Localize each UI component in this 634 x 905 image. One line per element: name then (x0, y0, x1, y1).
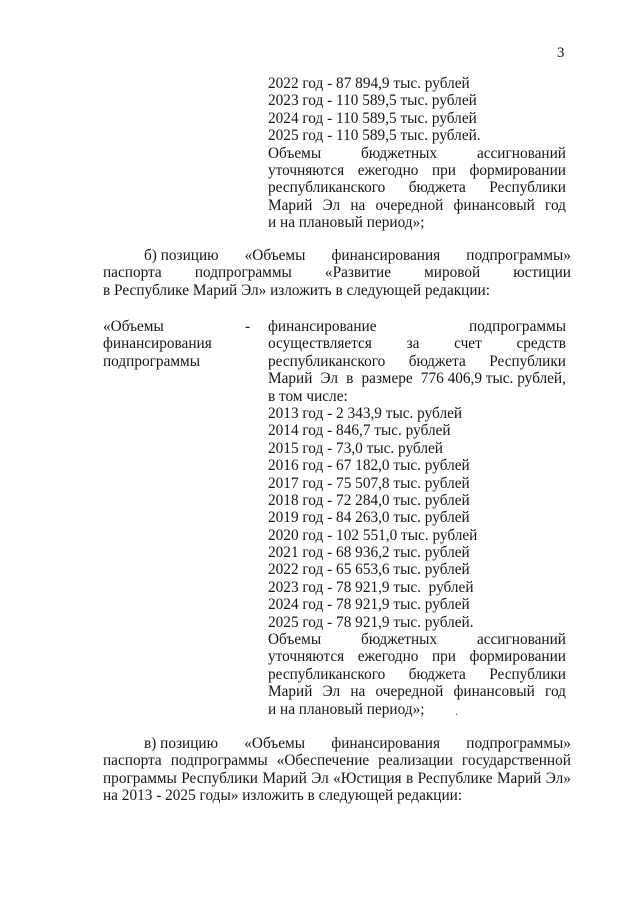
paragraph-line (103, 752, 571, 769)
word: счет (454, 335, 482, 353)
word: бюджета (408, 179, 466, 197)
word: за (406, 335, 420, 353)
word: «Обеспечение (276, 752, 370, 770)
year-line: 2023 год - 110 589,5 тыс. рублей (268, 92, 477, 110)
right-line (268, 335, 566, 352)
word: «Объемы (244, 247, 306, 264)
word: Марий (268, 370, 313, 388)
paragraph-line: в Республике Марий Эл» изложить в следующей редакции: (103, 281, 490, 299)
right-line: в том числе: (268, 387, 348, 405)
word: бюджета (408, 352, 466, 370)
word: паспорта (103, 264, 162, 282)
year-line: 2022 год - 65 653,6 тыс. рублей (268, 561, 470, 579)
note-line (268, 179, 566, 196)
word: паспорта (103, 752, 162, 770)
word: Эл (311, 769, 329, 787)
year-line: 2025 год - 110 589,5 тыс. рублей. (268, 127, 481, 145)
word: на (350, 683, 366, 701)
year-line: 2023 год - 78 921,9 тыс. рублей (268, 578, 474, 596)
word: Республики (489, 665, 566, 683)
note-line (268, 145, 566, 162)
word: Эл» (545, 769, 571, 787)
word: Эл (322, 196, 341, 214)
paragraph-line: на 2013 - 2025 годы» изложить в следующей редакции: (103, 787, 463, 805)
note-line (268, 631, 566, 648)
page-number: 3 (557, 45, 565, 61)
stray-mark: . (455, 704, 458, 718)
word: очередной (375, 683, 444, 701)
note-line (268, 162, 566, 179)
word: год (545, 196, 566, 214)
word: реализации (378, 752, 453, 770)
year-line: 2021 год - 68 936,2 тыс. рублей (268, 544, 470, 562)
year-line: 2014 год - 846,7 тыс. рублей (268, 422, 451, 440)
word: Эл (320, 370, 339, 388)
word: финансирование (268, 318, 377, 335)
note-line (268, 648, 566, 665)
word: республиканского (268, 352, 386, 370)
word: республиканского (268, 179, 386, 197)
word: подпрограммы» (466, 735, 571, 752)
word: 776 406,9 тыс. рублей, (420, 370, 566, 388)
table-right-column (268, 318, 566, 718)
word: программы (103, 769, 177, 787)
left-label: «Объемы (103, 318, 164, 335)
word: подпрограммы» (466, 247, 571, 264)
word: бюджета (408, 665, 466, 683)
year-line: 2024 год - 110 589,5 тыс. рублей (268, 109, 477, 127)
year-line: 2016 год - 67 182,0 тыс. рублей (268, 457, 470, 475)
word: Объемы (268, 144, 322, 162)
year-line: 2022 год - 87 894,9 тыс. рублей (268, 75, 470, 92)
note-line (268, 197, 566, 214)
year-line: 2017 год - 75 507,8 тыс. рублей (268, 474, 470, 492)
word: ежегодно (357, 161, 419, 179)
table-dash: - (245, 318, 251, 335)
word: Марий (268, 196, 313, 214)
year-line: 2013 год - 2 343,9 тыс. рублей (268, 404, 463, 422)
word: ассигнований (476, 144, 566, 162)
word: Марий (268, 683, 313, 701)
paragraph-line (103, 770, 571, 787)
word: год (545, 683, 566, 701)
note-line: и на плановый период»; (268, 700, 425, 718)
left-label: подпрограммы (103, 352, 201, 370)
right-line (268, 318, 566, 335)
word: «Развитие (324, 264, 391, 282)
word: республиканского (268, 665, 386, 683)
word: Эл (322, 683, 341, 701)
word: бюджетных (360, 631, 438, 649)
word: уточняются (268, 648, 345, 666)
word: в (405, 769, 414, 787)
word: ежегодно (357, 648, 419, 666)
word: мировой (424, 264, 481, 282)
word: Объемы (268, 631, 322, 649)
word: «Объемы (244, 735, 306, 752)
word: подпрограммы (194, 264, 292, 282)
word: Марий (496, 769, 542, 787)
note-line (268, 666, 566, 683)
word: «Юстиция (333, 769, 402, 787)
funding-years-continued (268, 75, 566, 232)
year-line: 2020 год - 102 551,0 тыс. рублей (268, 526, 478, 544)
word: формировании (469, 161, 566, 179)
year-line: 2018 год - 72 284,0 тыс. рублей (268, 491, 470, 509)
note-line (268, 683, 566, 700)
word: уточняются (268, 161, 345, 179)
word: в (346, 370, 354, 388)
word: Республики (489, 352, 566, 370)
section-b-paragraph (103, 247, 571, 299)
word: Марий (262, 769, 307, 787)
word: подпрограммы (468, 318, 566, 335)
word: финансовый (453, 196, 535, 214)
word: осуществляется (268, 335, 372, 353)
note-line: и на плановый период»; (268, 214, 425, 232)
word: в) позицию (144, 735, 219, 752)
word: средств (516, 335, 566, 353)
word: юстиции (513, 264, 571, 282)
word: на (350, 196, 366, 214)
year-line: 2015 год - 73,0 тыс. рублей (268, 439, 443, 457)
right-line (268, 370, 566, 387)
word: очередной (375, 196, 444, 214)
year-line: 2025 год - 78 921,9 тыс. рублей. (268, 613, 474, 631)
paragraph-line (103, 264, 571, 281)
word: Республики (181, 769, 258, 787)
word: финансовый (453, 683, 535, 701)
word: при (431, 648, 456, 666)
word: формировании (469, 648, 566, 666)
word: государственной (461, 752, 571, 770)
word: Республике (417, 769, 493, 787)
right-line (268, 353, 566, 370)
section-c-paragraph (103, 735, 571, 805)
word: бюджетных (360, 144, 438, 162)
word: подпрограммы (170, 752, 268, 770)
word: размере (361, 370, 413, 388)
word: ассигнований (476, 631, 566, 649)
left-label: финансирования (103, 335, 212, 353)
table-left-column (103, 318, 253, 370)
word: финансирования (331, 247, 441, 264)
paragraph-line (103, 735, 571, 752)
year-line: 2019 год - 84 263,0 тыс. рублей (268, 509, 470, 527)
word: финансирования (331, 735, 441, 752)
word: Республики (489, 179, 566, 197)
word: б) позицию (144, 247, 219, 264)
year-line: 2024 год - 78 921,9 тыс. рублей (268, 596, 470, 614)
paragraph-line (103, 247, 571, 264)
word: при (431, 161, 456, 179)
